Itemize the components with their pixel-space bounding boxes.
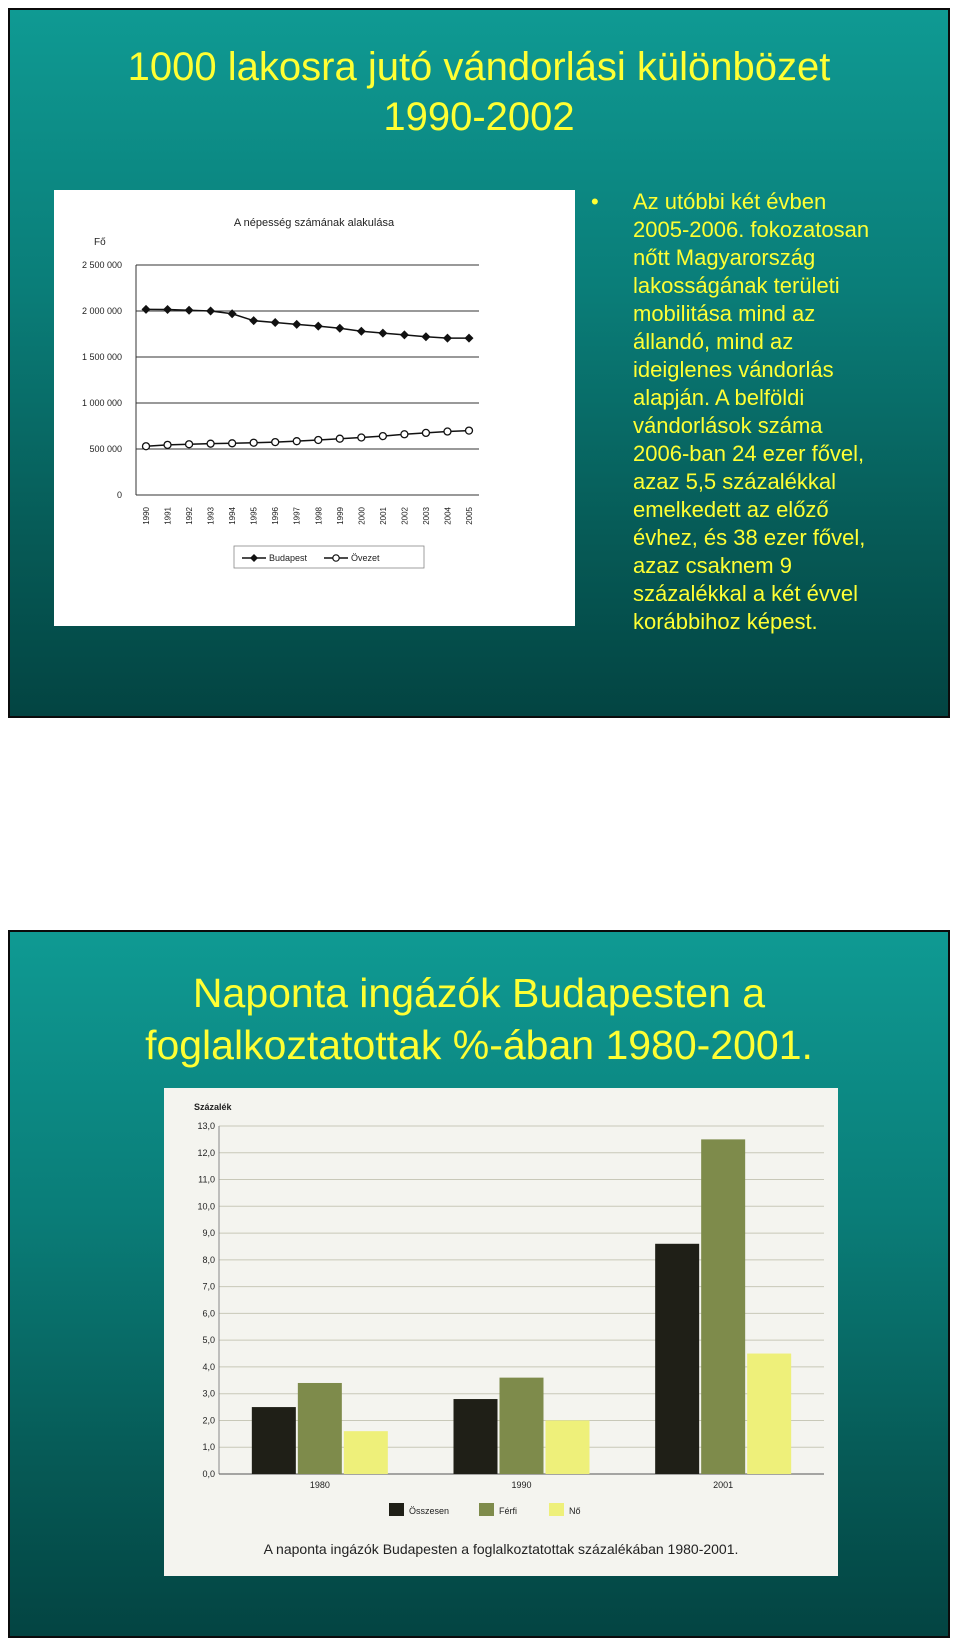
x-tick-label: 2002 xyxy=(400,507,410,525)
x-tick-label: 2004 xyxy=(443,507,453,525)
bullet-line: állandó, mind az xyxy=(633,329,794,354)
chart-title: A népesség számának alakulása xyxy=(233,217,395,229)
data-point-ovezet xyxy=(358,434,365,441)
y-tick-label: 10,0 xyxy=(197,1201,215,1212)
slide-2-title xyxy=(10,967,948,1071)
y-tick-label: 5,0 xyxy=(202,1335,215,1346)
bullet-line: alapján. A belföldi xyxy=(633,385,805,410)
bullet-line: százalékkal a két évvel xyxy=(633,581,858,606)
data-point-budapest xyxy=(206,307,215,316)
x-tick-label: 1990 xyxy=(142,507,151,525)
x-tick-label: 1990 xyxy=(511,1480,532,1490)
y-tick-label: 0 xyxy=(116,490,122,500)
y-axis-label: Százalék xyxy=(194,1102,232,1112)
commuters-bar-chart xyxy=(164,1088,838,1576)
y-tick-label: 6,0 xyxy=(202,1308,215,1319)
bullet-line: emelkedett az előző xyxy=(633,497,829,522)
bullet-line: lakosságának területi xyxy=(633,273,840,298)
x-tick-label: 1993 xyxy=(206,507,216,525)
data-point-ovezet xyxy=(444,428,451,435)
bullet-line: ideiglenes vándorlás xyxy=(633,357,834,382)
legend-swatch-2 xyxy=(549,1503,564,1516)
data-point-ovezet xyxy=(250,439,257,446)
slide-1-title-line-2: 1990-2002 xyxy=(383,95,575,139)
bullet-line: évhez, és 38 ezer fővel, xyxy=(633,525,866,550)
bullet-line: nőtt Magyarország xyxy=(633,245,816,270)
data-point-ovezet xyxy=(143,443,150,450)
data-point-ovezet xyxy=(229,440,236,447)
bar-1980-2 xyxy=(344,1431,388,1474)
y-tick-label: 2 500 000 xyxy=(81,260,122,270)
data-point-budapest xyxy=(443,334,452,343)
data-point-ovezet xyxy=(293,438,300,445)
data-point-ovezet xyxy=(422,429,429,436)
x-tick-label: 2001 xyxy=(378,507,388,525)
data-point-budapest xyxy=(400,330,409,339)
bar-1990-2 xyxy=(546,1420,590,1474)
slide-2 xyxy=(8,930,950,1638)
legend-label-2: Nő xyxy=(569,1506,581,1516)
slide-2-title-line-1: Naponta ingázók Budapesten a xyxy=(192,970,766,1016)
bar-1990-1 xyxy=(500,1378,544,1474)
data-point-budapest xyxy=(271,318,280,327)
x-tick-label: 2000 xyxy=(357,507,367,525)
bullet-text xyxy=(633,188,928,636)
data-point-budapest xyxy=(163,305,172,314)
bar-2001-1 xyxy=(701,1139,745,1474)
y-tick-label: 2,0 xyxy=(202,1415,215,1426)
data-point-ovezet xyxy=(379,433,386,440)
data-point-ovezet xyxy=(272,439,279,446)
bullet-line: 2006-ban 24 ezer fővel, xyxy=(633,441,865,466)
data-point-ovezet xyxy=(164,441,171,448)
legend-label-1: Férfi xyxy=(499,1506,517,1516)
series-line-budapest xyxy=(146,309,469,338)
commuters-chart-svg xyxy=(164,1088,838,1576)
data-point-budapest xyxy=(314,322,323,331)
y-tick-label: 9,0 xyxy=(202,1228,215,1239)
y-tick-label: 2 000 000 xyxy=(81,306,122,316)
y-tick-label: 8,0 xyxy=(202,1254,215,1265)
data-point-ovezet xyxy=(315,436,322,443)
bar-1990-0 xyxy=(454,1399,498,1474)
legend-marker-ovezet xyxy=(333,555,339,561)
x-tick-label: 1995 xyxy=(249,507,259,525)
y-tick-label: 13,0 xyxy=(197,1121,215,1131)
x-tick-label: 1999 xyxy=(335,507,345,525)
data-point-ovezet xyxy=(336,435,343,442)
legend-label-0: Összesen xyxy=(409,1506,450,1516)
bar-1980-1 xyxy=(298,1383,342,1474)
data-point-budapest xyxy=(142,305,151,314)
legend-swatch-0 xyxy=(389,1503,404,1516)
y-tick-label: 1 000 000 xyxy=(81,398,122,408)
bullet-line: azaz csaknem 9 xyxy=(633,553,792,578)
bullet-line: mobilitása mind az xyxy=(633,301,816,326)
data-point-budapest xyxy=(357,327,366,336)
y-tick-label: 7,0 xyxy=(202,1281,215,1292)
data-point-budapest xyxy=(185,306,194,315)
legend-label-ovezet: Övezet xyxy=(351,553,380,563)
x-tick-label: 1992 xyxy=(185,507,195,525)
y-tick-label: 11,0 xyxy=(198,1174,215,1185)
y-tick-label: 4,0 xyxy=(202,1361,215,1372)
population-line-chart xyxy=(54,190,575,626)
data-point-ovezet xyxy=(186,441,193,448)
legend-label-budapest: Budapest xyxy=(269,553,308,563)
x-tick-label: 2003 xyxy=(421,507,431,525)
x-tick-label: 1996 xyxy=(271,507,281,525)
legend-swatch-1 xyxy=(479,1503,494,1516)
population-chart-svg xyxy=(54,190,575,626)
chart-caption: A naponta ingázók Budapesten a foglalkoztatottak százalékában 1980-2001. xyxy=(263,1541,739,1557)
bullet-line: korábbihoz képest. xyxy=(633,609,818,634)
x-tick-label: 1998 xyxy=(314,507,324,525)
slide-1 xyxy=(8,8,950,718)
x-tick-label: 1991 xyxy=(163,507,173,525)
bullet-dot: • xyxy=(591,189,599,214)
y-tick-label: 1 500 000 xyxy=(81,352,122,362)
bullet-line: azaz 5,5 százalékkal xyxy=(633,469,836,494)
y-tick-label: 0,0 xyxy=(202,1469,215,1479)
slide-1-title-line-1: 1000 lakosra jutó vándorlási különbözet xyxy=(127,45,831,89)
x-tick-label: 1994 xyxy=(228,507,238,525)
legend-box xyxy=(234,546,424,568)
data-point-budapest xyxy=(378,329,387,338)
y-tick-label: 500 000 xyxy=(89,444,122,454)
bullet-line: Az utóbbi két évben xyxy=(633,189,827,214)
data-point-budapest xyxy=(465,334,474,343)
bar-2001-0 xyxy=(655,1244,699,1474)
y-tick-label: 3,0 xyxy=(202,1388,215,1399)
data-point-budapest xyxy=(335,324,344,333)
bullet-line: 2005-2006. fokozatosan xyxy=(633,217,870,242)
series-line-övezet xyxy=(146,431,469,447)
data-point-ovezet xyxy=(207,440,214,447)
y-tick-label: 12,0 xyxy=(197,1147,215,1158)
bar-2001-2 xyxy=(747,1354,791,1474)
x-tick-label: 2005 xyxy=(465,507,474,525)
data-point-budapest xyxy=(421,332,430,341)
data-point-budapest xyxy=(292,320,301,329)
y-axis-label: Fő xyxy=(94,237,106,248)
data-point-ovezet xyxy=(401,431,408,438)
bullet-line: vándorlások száma xyxy=(633,413,823,438)
y-tick-label: 1,0 xyxy=(202,1442,215,1453)
x-tick-label: 1980 xyxy=(309,1480,330,1490)
bar-1980-0 xyxy=(252,1407,296,1474)
data-point-ovezet xyxy=(466,427,473,434)
slide-1-title xyxy=(10,42,948,142)
x-tick-label: 2001 xyxy=(713,1480,734,1490)
slide-2-title-line-2: foglalkoztatottak %-ában 1980-2001. xyxy=(145,1022,813,1068)
data-point-budapest xyxy=(249,316,258,325)
x-tick-label: 1997 xyxy=(292,507,302,525)
